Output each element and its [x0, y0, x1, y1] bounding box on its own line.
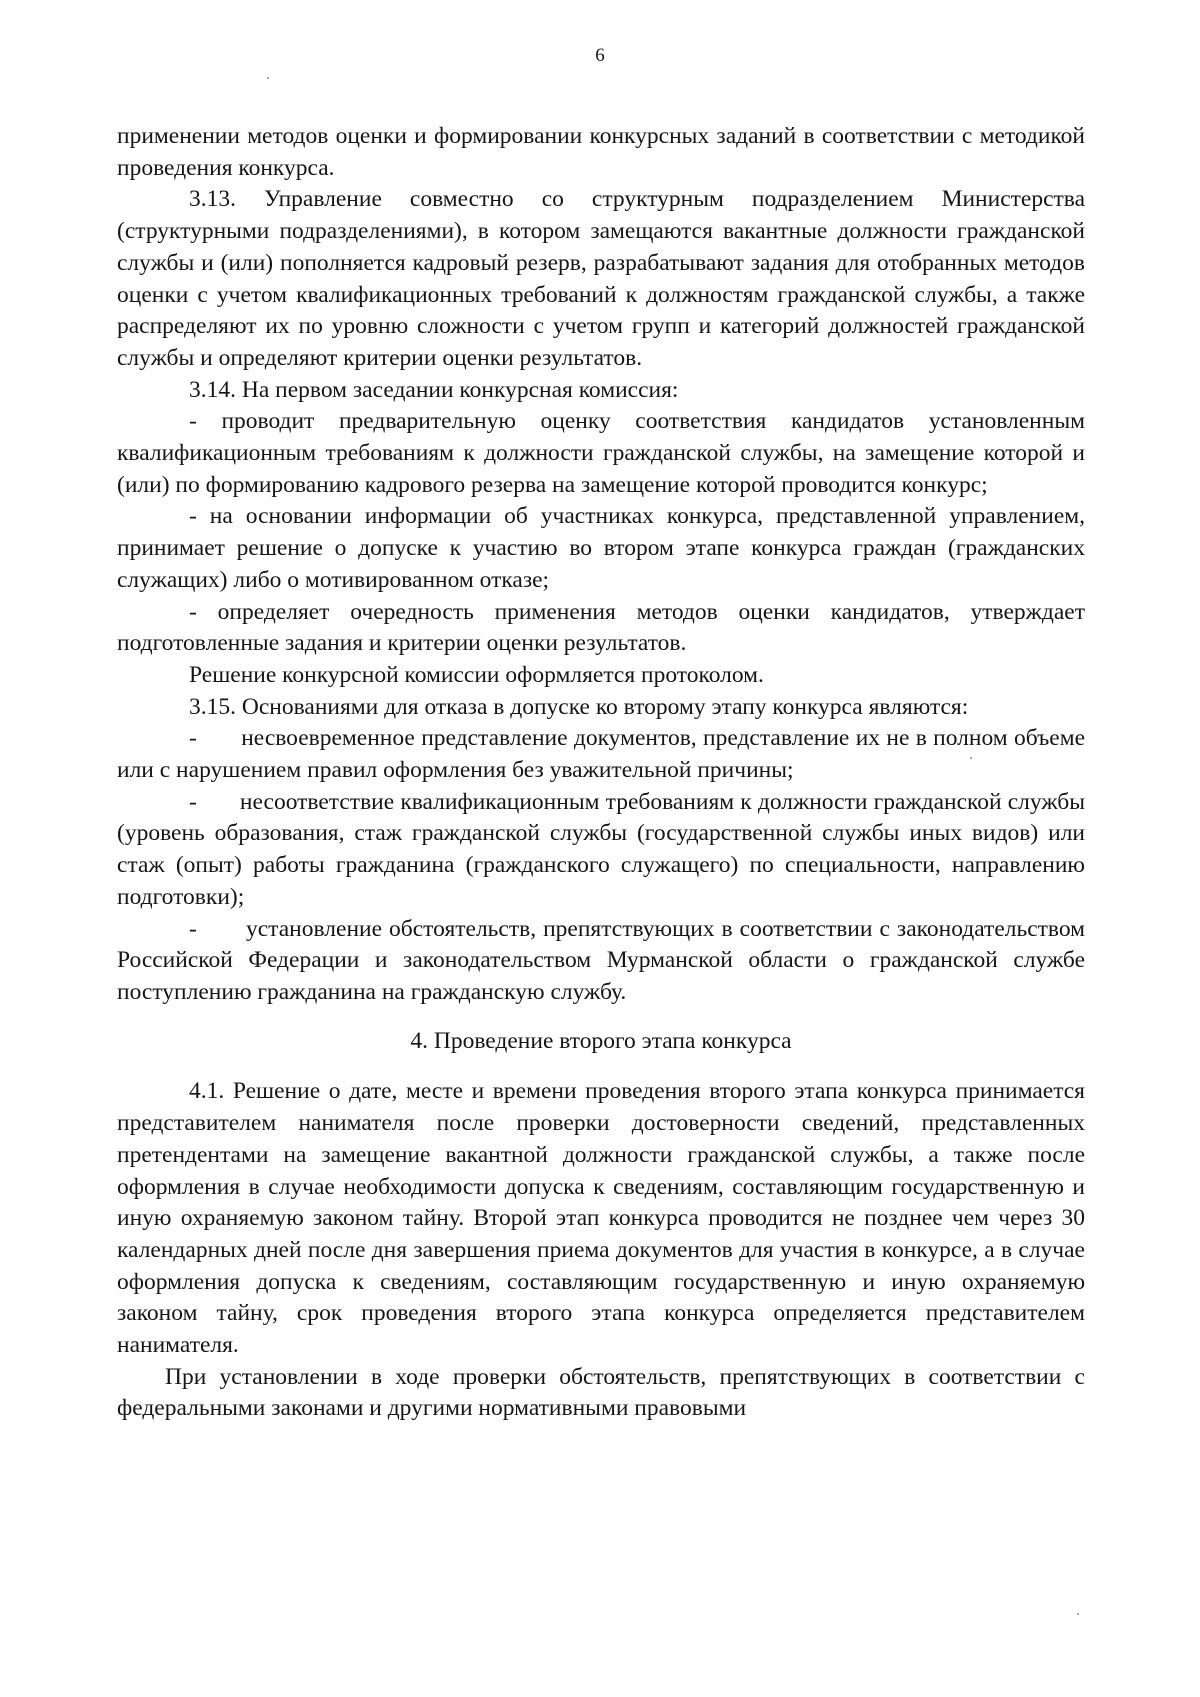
list-item: - на основании информации об участниках конкурса, представленной управлением, принимает решение о допуске к участию во втором этапе конкурса граждан (гражданских служащих) либо о мотивированном отказе;	[117, 503, 1085, 593]
paragraph-decision: Решение конкурсной комиссии оформляется протоколом.	[189, 661, 764, 688]
list-item: - установление обстоятельств, препятствующих в соответствии с законодательством Российской Федерации и законодательством Мурманской области о гражданской службе поступлению гражданина на гражданскую службу.	[117, 915, 1085, 1005]
scan-speck	[1077, 1613, 1079, 1615]
page-number: 6	[595, 45, 605, 66]
scan-speck	[970, 757, 972, 759]
paragraph-continued-next-page: При установлении в ходе проверки обстоятельств, препятствующих в соответствии с федеральными законами и другими нормативными правовыми	[117, 1363, 1085, 1422]
paragraph-3-14: 3.14. На первом заседании конкурсная комиссия:	[189, 376, 679, 403]
list-item: - определяет очередность применения методов оценки кандидатов, утверждает подготовленные задания и критерии оценки результатов.	[117, 598, 1085, 657]
paragraph-3-13: 3.13. Управление совместно со структурным подразделением Министерства (структурными подразделениями), в котором замещаются вакантные должности гражданской службы и (или) пополняется кадровый резерв, разрабатывают задания для отобранных методов оценки с учетом квалификационных требований к должностям гражданской службы, а также распределяют их по уровню сложности с учетом групп и категорий должностей гражданской службы и определяют критерии оценки результатов.	[117, 186, 1085, 371]
list-item: - несоответствие квалификационным требованиям к должности гражданской службы (уровень образования, стаж гражданской службы (государственной службы иных видов) или стаж (опыт) работы гражданина (гражданского служащего) по специальности, направлению подготовки);	[117, 788, 1085, 910]
scan-speck	[267, 77, 269, 79]
list-item: - несвоевременное представление документов, представление их не в полном объеме или с нарушением правил оформления без уважительной причины;	[117, 725, 1085, 784]
paragraph-3-15: 3.15. Основаниями для отказа в допуске ко второму этапу конкурса являются:	[189, 693, 969, 720]
list-item: - проводит предварительную оценку соответствия кандидатов установленным квалификационным требованиям к должности гражданской службы, на замещение которой и (или) по формированию кадрового резерва на замещение которой проводится конкурс;	[117, 408, 1085, 498]
section-heading: 4. Проведение второго этапа конкурса	[410, 1027, 792, 1054]
paragraph-continuation: применении методов оценки и формировании конкурсных заданий в соответствии с методикой проведения конкурса.	[117, 123, 1085, 181]
document-body	[117, 121, 1085, 1425]
paragraph-4-1: 4.1. Решение о дате, месте и времени проведения второго этапа конкурса принимается представителем нанимателя после проверки достоверности сведений, представленных претендентами на замещение вакантной должности гражданской службы, а также после оформления в случае необходимости допуска к сведениям, составляющим государственную и иную охраняемую законом тайну. Второй этап конкурса проводится не позднее чем через 30 календарных дней после дня завершения приема документов для участия в конкурсе, а в случае оформления допуска к сведениям, составляющим государственную и иную охраняемую законом тайну, срок проведения второго этапа конкурса определяется представителем нанимателя.	[117, 1078, 1085, 1359]
